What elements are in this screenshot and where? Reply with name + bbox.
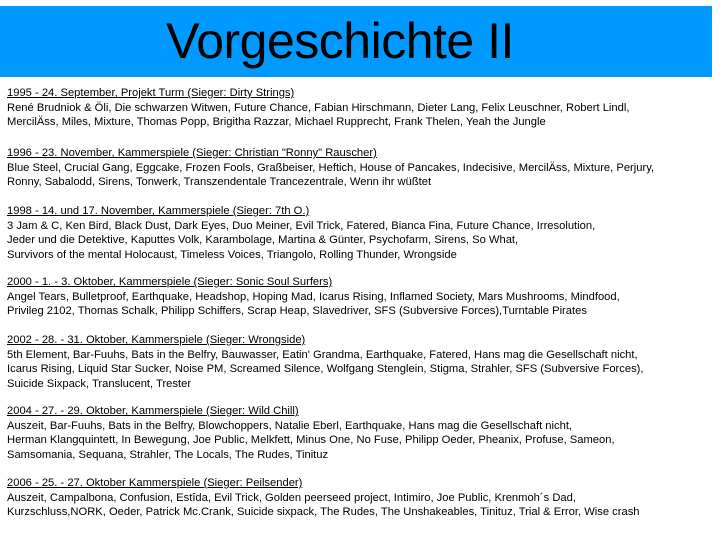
band-list-line: 5th Element, Bar-Fuuhs, Bats in the Belfry, Bauwasser, Eatin' Grandma, Earthquake, Fatered, Hans mag die Gesellschaft nicht, — [7, 348, 638, 361]
year-section — [7, 86, 717, 130]
band-list-line: Ronny, Sabalodd, Sirens, Tonwerk, Transzendentale Trancezentrale, Wenn ihr wüßtet — [7, 176, 432, 188]
band-list-line: Kurzschluss,NORK, Oeder, Patrick Mc.Crank, Suicide sixpack, The Rudes, The Unshakeables, Tinituz, Trial & Error, Wise crash — [7, 506, 640, 518]
band-list-line: 3 Jam & C, Ken Bird, Black Dust, Dark Eyes, Duo Meiner, Evil Trick, Fatered, Bianca Fina, Future Chance, Irresolution, — [7, 219, 596, 232]
year-section — [7, 275, 717, 319]
year-section — [7, 333, 717, 391]
band-list-line: Angel Tears, Bulletproof, Earthquake, Headshop, Hoping Mad, Icarus Rising, Inflamed Society, Mars Mushrooms, Mindfood, — [7, 290, 620, 303]
band-list-line: Herman Klangquintett, In Bewegung, Joe Public, Melkfett, Minus One, No Fuse, Philipp Oeder, Pheanix, Profuse, Sameon, — [7, 434, 615, 446]
band-list-line: Jeder und die Detektive, Kaputtes Volk, Karambolage, Martina & Günter, Psychofarm, Sirens, So What, — [7, 234, 519, 246]
band-list-line: Auszeit, Campalbona, Confusion, Estîda, Evil Trick, Golden peerseed project, Intimiro, Joe Public, Krenmoh´s Dad, — [7, 491, 576, 504]
band-list-line: Survivors of the mental Holocaust, Timeless Voices, Triangolo, Rolling Thunder, Wrongside — [7, 248, 457, 261]
section-heading: 2006 - 25. - 27. Oktober Kammerspiele (Sieger: Peilsender) — [7, 477, 303, 489]
band-list-line: MercilÄss, Miles, Mixture, Thomas Popp, Brigitha Razzar, Michael Rupprecht, Frank Thelen, Yeah the Jungle — [7, 116, 546, 128]
year-section — [7, 146, 717, 190]
band-list-line: René Brudniok & Öli, Die schwarzen Witwen, Future Chance, Fabian Hirschmann, Dieter Lang, Felix Leuschner, Robert Lindl, — [7, 101, 630, 114]
section-heading: 1996 - 23. November, Kammerspiele (Sieger: Christian "Ronny" Rauscher) — [7, 147, 377, 159]
band-list-line: Blue Steel, Crucial Gang, Eggcake, Frozen Fools, Graßbeiser, Heftich, House of Pancakes, Indecisive, MercilÄss, Mixture, Perjury, — [7, 161, 655, 174]
band-list-line: Icarus Rising, Liquid Star Sucker, Noise PM, Screamed Silence, Wolfgang Stenglein, Stigma, Strahler, SFS (Subversive Forces), — [7, 363, 644, 375]
year-section — [7, 476, 717, 520]
band-list-line: Privileg 2102, Thomas Schalk, Philipp Schiffers, Scrap Heap, Slavedriver, SFS (Subversive Forces),Turntable Pirates — [7, 305, 587, 317]
section-heading: 1995 - 24. September, Projekt Turm (Sieger: Dirty Strings) — [7, 87, 295, 99]
section-heading: 2000 - 1. - 3. Oktober, Kammerspiele (Sieger: Sonic Soul Surfers) — [7, 276, 333, 288]
band-list-line: Samsomania, Sequana, Strahler, The Locals, The Rudes, Tinituz — [7, 448, 329, 461]
section-heading: 2004 - 27. - 29. Oktober, Kammerspiele (Sieger: Wild Chill) — [7, 405, 299, 417]
band-list-line: Suicide Sixpack, Translucent, Trester — [7, 377, 192, 390]
slide-title: Vorgeschichte II — [166, 13, 514, 69]
year-section — [7, 204, 717, 262]
section-heading: 2002 - 28. - 31. Oktober, Kammerspiele (Sieger: Wrongside) — [7, 334, 306, 346]
band-list-line: Auszeit, Bar-Fuuhs, Bats in the Belfry, Blowchoppers, Natalie Eberl, Earthquake, Hans mag die Gesellschaft nicht, — [7, 419, 573, 432]
year-section — [7, 404, 717, 462]
section-heading: 1998 - 14. und 17. November, Kammerspiele (Sieger: 7th O.) — [7, 205, 310, 217]
